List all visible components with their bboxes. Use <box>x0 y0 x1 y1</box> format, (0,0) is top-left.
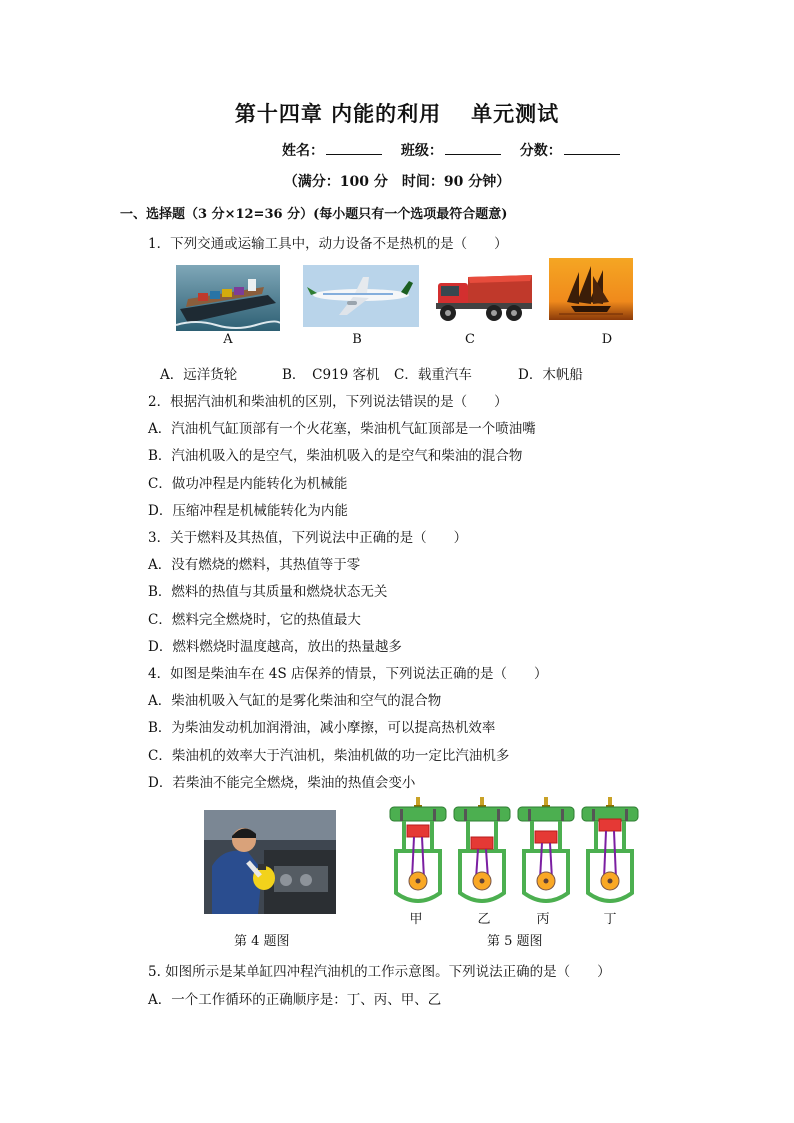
q4-option-c: C．柴油机的效率大于汽油机，柴油机做的功一定比汽油机多 <box>148 748 510 764</box>
section-title: 一、选择题（3 分×12=36 分）(每小题只有一个选项最符合题意) <box>120 207 508 222</box>
q2-option-a: A．汽油机气缸顶部有一个火花塞，柴油机气缸顶部是一个喷油嘴 <box>148 421 536 437</box>
figure4-caption: 第 4 题图 <box>234 934 290 949</box>
title-sub: 单元测试 <box>471 101 560 126</box>
q3-option-c: C．燃料完全燃烧时，它的热值最大 <box>148 612 361 628</box>
image-mechanic <box>204 810 336 914</box>
image-label-a: A <box>223 332 233 347</box>
name-field[interactable] <box>326 140 382 155</box>
engine-diagram <box>386 797 642 912</box>
image-label-d: D <box>601 332 613 347</box>
engine-label-jia: 甲 <box>409 912 423 927</box>
q5-option-a: A．一个工作循环的正确顺序是：丁、丙、甲、乙 <box>148 992 442 1008</box>
q2-option-d: D．压缩冲程是机械能转化为内能 <box>148 503 348 519</box>
name-label: 姓名： <box>282 143 324 159</box>
image-cargo-ship <box>176 265 280 331</box>
q2-stem: 2．根据汽油机和柴油机的区别，下列说法错误的是（ ） <box>148 394 508 410</box>
engine-label-yi: 乙 <box>477 912 491 927</box>
q3-option-d: D．燃料燃烧时温度越高，放出的热量越多 <box>148 639 402 655</box>
figure5-caption: 第 5 题图 <box>487 934 543 949</box>
score-field[interactable] <box>564 140 620 155</box>
engine-yi <box>454 797 510 901</box>
engine-ding <box>582 797 638 901</box>
q1-stem: 1．下列交通或运输工具中，动力设备不是热机的是（ ） <box>148 236 508 252</box>
q4-stem: 4．如图是柴油车在 4S 店保养的情景，下列说法正确的是（ ） <box>148 666 548 682</box>
engine-label-bing: 丙 <box>536 912 550 927</box>
q2-option-b: B．汽油机吸入的是空气，柴油机吸入的是空气和柴油的混合物 <box>148 448 523 464</box>
q4-option-b: B．为柴油发动机加润滑油，减小摩擦，可以提高热机效率 <box>148 720 496 736</box>
q4-option-d: D．若柴油不能完全燃烧，柴油的热值会变小 <box>148 775 416 791</box>
q3-stem: 3．关于燃料及其热值，下列说法中正确的是（ ） <box>148 530 468 546</box>
class-label: 班级： <box>400 143 443 159</box>
student-info <box>282 140 620 160</box>
q1-option-a: A．远洋货轮 <box>160 367 238 383</box>
q1-option-d: D．木帆船 <box>518 367 583 383</box>
score-label: 分数： <box>519 143 562 159</box>
engine-jia <box>390 797 446 901</box>
image-label-c: C <box>465 332 475 347</box>
q3-option-b: B．燃料的热值与其质量和燃烧状态无关 <box>148 584 388 600</box>
q5-stem: 5. 如图所示是某单缸四冲程汽油机的工作示意图。下列说法正确的是（ ） <box>148 964 611 980</box>
image-label-b: B <box>352 332 362 347</box>
image-airplane <box>303 265 419 327</box>
engine-bing <box>518 797 574 901</box>
engine-label-ding: 丁 <box>603 912 617 927</box>
q1-option-b: B． C919 客机 <box>282 367 380 383</box>
page-title <box>0 98 794 128</box>
q2-option-c: C．做功冲程是内能转化为机械能 <box>148 476 348 492</box>
title-main: 第十四章 内能的利用 <box>234 101 442 126</box>
class-field[interactable] <box>445 140 501 155</box>
q1-option-c: C．载重汽车 <box>394 367 472 383</box>
image-truck <box>432 265 536 327</box>
q4-option-a: A．柴油机吸入气缸的是雾化柴油和空气的混合物 <box>148 693 442 709</box>
image-sailboat <box>549 258 633 320</box>
exam-meta: （满分：100 分 时间：90 分钟） <box>283 174 511 190</box>
q3-option-a: A．没有燃烧的燃料，其热值等于零 <box>148 557 361 573</box>
